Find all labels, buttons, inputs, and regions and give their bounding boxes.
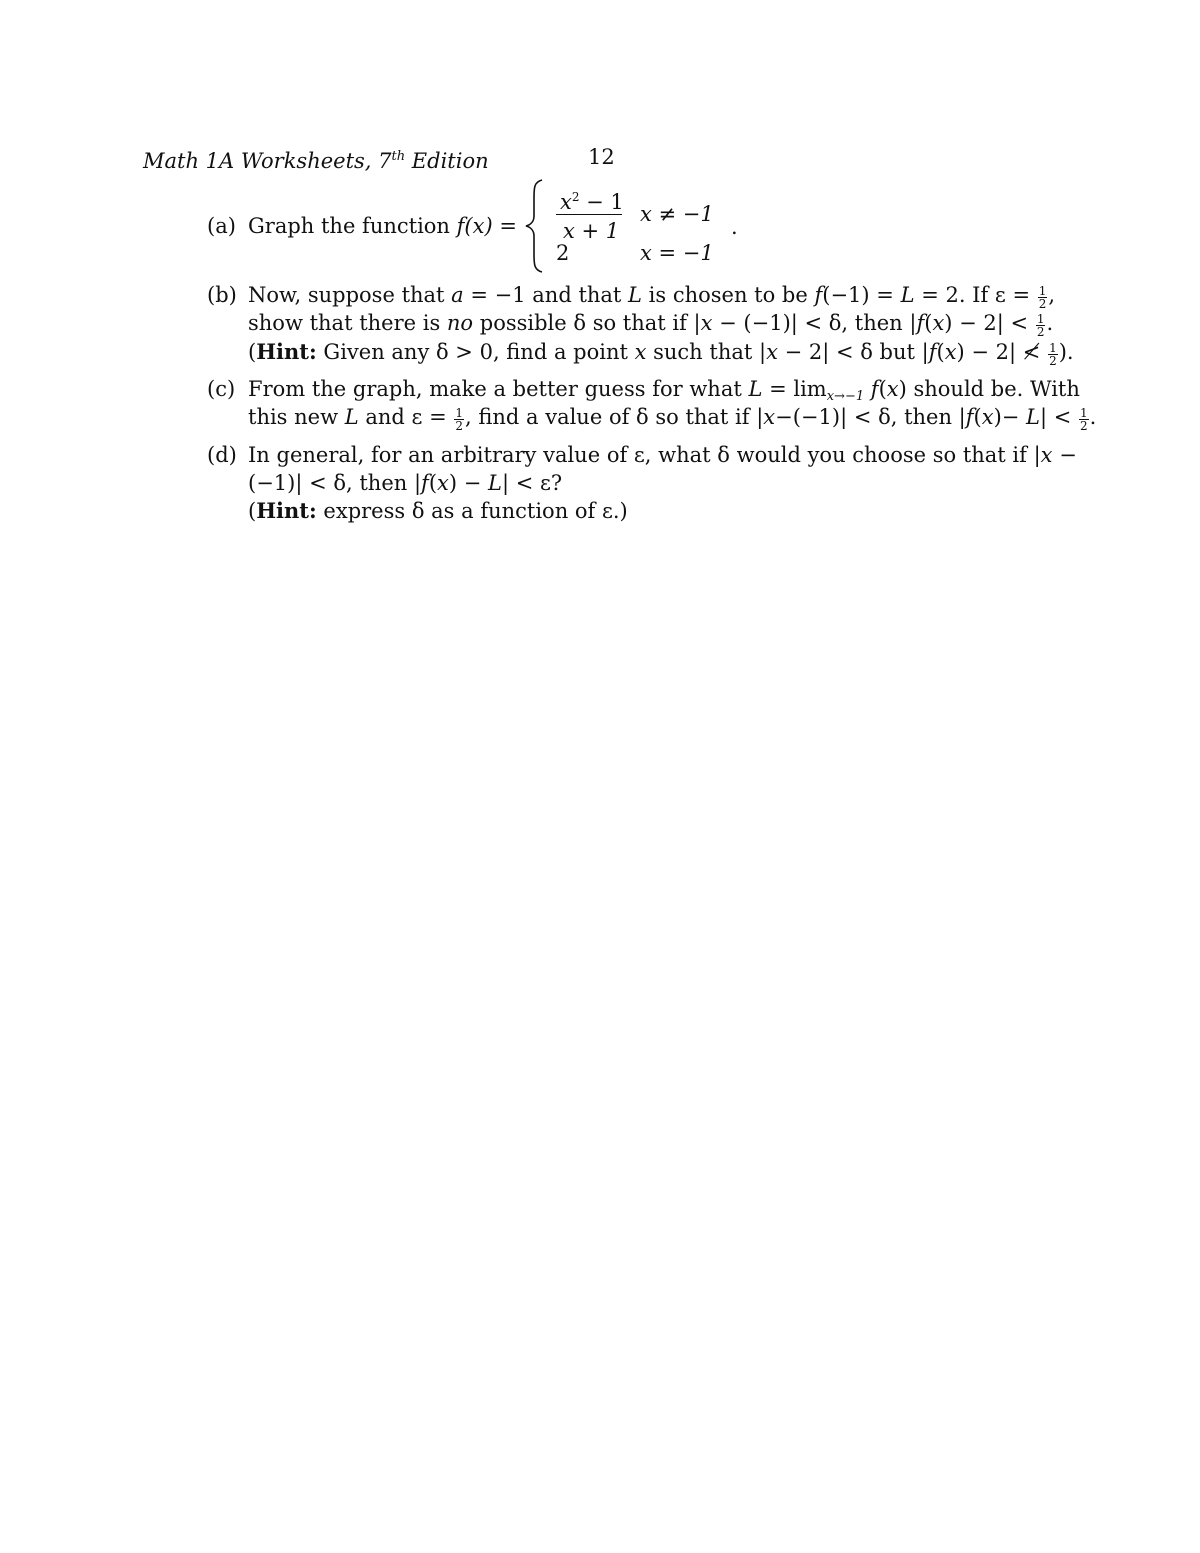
part-d-line-1: In general, for an arbitrary value of ε, what δ would you choose so that if |x − (248, 443, 1077, 467)
numerator-x: x (560, 190, 572, 214)
part-b-label: (b) (207, 283, 237, 307)
hint-label: Hint: (256, 339, 317, 364)
part-a-label: (a) (207, 214, 236, 238)
hint-label: Hint: (256, 498, 317, 523)
numerator-exponent: 2 (571, 190, 580, 204)
part-b-hint: (Hint: Given any δ > 0, find a point x such that |x − 2| < δ but |f(x) − 2| ≮ $\frac{1}{2}$ ). (248, 339, 1074, 368)
header-title-superscript: th (391, 149, 406, 164)
fraction-one-half: $\frac{1}{2}$ (1038, 284, 1047, 311)
part-a-lead: Graph the function (248, 214, 457, 238)
header-title: Math 1A Worksheets, 7 (143, 149, 392, 173)
fraction-one-half: $\frac{1}{2}$ (1036, 312, 1045, 339)
fraction-one-half: $\frac{1}{2}$ (1080, 406, 1088, 433)
header-title-tail: Edition (405, 149, 489, 173)
case-two-value: 2 (556, 241, 570, 265)
fraction-denominator: x + 1 (563, 219, 620, 243)
part-c-line-1: From the graph, make a better guess for what $L = \lim_{x\to-1} f(x)$ should be. With (248, 377, 1080, 404)
fraction-one-half: $\frac{1}{2}$ (455, 406, 464, 433)
numerator-rest: − 1 (579, 190, 624, 214)
case-two-condition: x = −1 (640, 241, 714, 265)
part-d-label: (d) (207, 443, 237, 467)
part-a-text (248, 212, 517, 240)
fraction-one-half: $\frac{1}{2}$ (1049, 341, 1057, 368)
page-number: 12 (588, 145, 615, 169)
part-d-line-2: (−1)| < δ, then |f(x) − L| < ε? (248, 471, 563, 495)
part-c-label: (c) (207, 377, 236, 401)
fraction-bar (556, 214, 622, 215)
page-header (143, 143, 489, 175)
part-b-line-2: show that there is no possible δ so that if |x − (−1)| < δ, then |f(x) − 2| < $\frac{1}{2}$ . (248, 311, 1054, 339)
part-a-period: . (731, 215, 738, 239)
part-b-line-1: Now, suppose that a = −1 and that L is chosen to be f(−1) = L = 2. If ε = $\frac{1}{2}$ , (248, 283, 1056, 311)
fraction-numerator (560, 183, 624, 216)
part-d-hint: (Hint: express δ as a function of ε.) (248, 498, 628, 523)
part-c-line-2: this new L and ε = $\frac{1}{2}$ , find a value of δ so that if |x−(−1)| < δ, then |f(x)− L| < $\frac{1}{2}$ . (248, 405, 1097, 433)
part-a-fx: f(x) = (456, 214, 517, 238)
piecewise-brace (524, 178, 546, 274)
case-one-condition: x ≠ −1 (640, 202, 714, 226)
